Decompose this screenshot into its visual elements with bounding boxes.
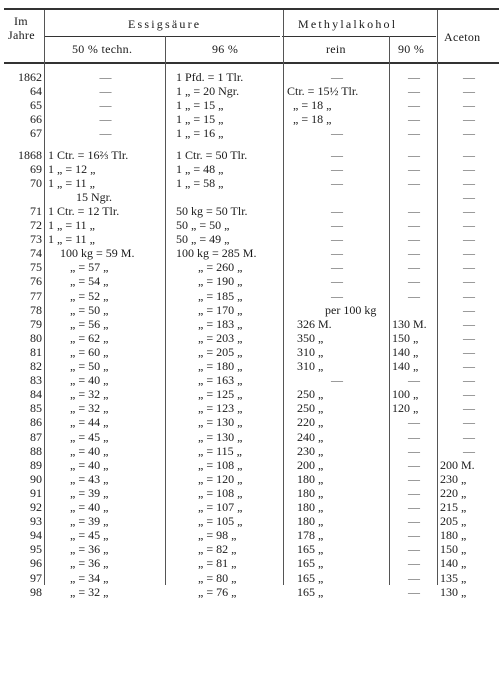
cell-a: „ = 45 „	[70, 429, 109, 444]
cell-b: „ = 125 „	[198, 387, 243, 402]
cell-y: 97	[30, 570, 42, 585]
cell-b: 50 „ = 49 „	[176, 232, 230, 247]
cell-c: „ = 18 „	[293, 98, 332, 113]
cell-e: —	[463, 189, 475, 204]
cell-a: „ = 60 „	[70, 344, 109, 359]
cell-c: —	[331, 218, 343, 232]
cell-y: 93	[30, 514, 42, 529]
cell-c: 230 „	[297, 443, 324, 458]
cell-a: „ = 32 „	[70, 401, 109, 416]
cell-e: —	[463, 147, 475, 162]
cell-a: „ = 32 „	[70, 584, 109, 599]
cell-c: —	[331, 260, 343, 275]
cell-e: —	[463, 260, 475, 275]
cell-d: 100 „	[392, 387, 419, 402]
col-divider-3	[283, 10, 284, 585]
cell-d: 150 „	[392, 330, 419, 345]
cell-y: 88	[30, 443, 42, 458]
col-divider-1	[44, 10, 45, 585]
methyl-group-rule	[282, 36, 436, 37]
cell-e: —	[463, 401, 475, 416]
top-rule	[4, 8, 499, 10]
col-divider-5	[437, 10, 438, 585]
cell-d: —	[408, 514, 420, 529]
cell-y: 86	[30, 415, 42, 430]
cell-c: —	[331, 288, 343, 303]
cell-y: 76	[30, 274, 42, 289]
cell-e: —	[463, 70, 475, 84]
cell-d: —	[408, 288, 420, 303]
header-rule	[4, 62, 499, 64]
cell-b: 1 Ctr. = 50 Tlr.	[176, 147, 248, 162]
cell-c: 180 „	[297, 485, 324, 500]
cell-a: „ = 52 „	[70, 288, 109, 303]
cell-a: „ = 40 „	[70, 443, 109, 458]
cell-a: 1 Ctr. = 16⅔ Tlr.	[48, 147, 129, 162]
cell-a: „ = 39 „	[70, 514, 109, 529]
cell-y: 90	[30, 471, 42, 486]
cell-c: —	[331, 232, 343, 247]
cell-b: „ = 76 „	[198, 584, 237, 599]
cell-c: —	[331, 161, 343, 176]
cell-e: —	[463, 112, 475, 127]
cell-c: —	[331, 175, 343, 190]
cell-b: „ = 180 „	[198, 359, 243, 373]
cell-c: 165 „	[297, 556, 324, 571]
header-methyl-90: 90 %	[398, 42, 425, 56]
cell-c: —	[331, 373, 343, 388]
cell-a: 100 kg = 59 M.	[60, 246, 135, 261]
cell-y: 78	[30, 302, 42, 317]
cell-a: „ = 62 „	[70, 330, 109, 345]
cell-y: 83	[30, 373, 42, 388]
cell-b: „ = 205 „	[198, 344, 243, 359]
cell-a: „ = 36 „	[70, 542, 109, 557]
cell-d: —	[408, 260, 420, 275]
cell-b: 100 kg = 285 M.	[176, 246, 257, 261]
cell-b: „ = 130 „	[198, 415, 243, 430]
header-essigsaeure: Essigsäure	[128, 17, 202, 31]
cell-y: 95	[30, 542, 42, 557]
cell-y: 75	[30, 260, 42, 275]
cell-d: —	[408, 203, 420, 218]
cell-y: 79	[30, 316, 42, 331]
cell-d: —	[408, 415, 420, 430]
cell-c: 165 „	[297, 584, 324, 599]
cell-b: „ = 107 „	[198, 500, 243, 514]
cell-a: 1 „ = 11 „	[48, 175, 95, 190]
cell-d: 140 „	[392, 359, 419, 373]
cell-a: —	[99, 84, 112, 99]
cell-d: —	[408, 84, 420, 99]
cell-b: 1 „ = 48 „	[176, 161, 224, 176]
cell-a: „ = 43 „	[70, 471, 109, 486]
cell-a: —	[99, 112, 112, 127]
cell-c: —	[331, 274, 343, 289]
cell-y: 91	[30, 485, 42, 500]
header-essig-50: 50 % techn.	[72, 42, 133, 56]
cell-a: 1 „ = 12 „	[48, 161, 96, 176]
cell-d: —	[408, 70, 420, 84]
cell-b: „ = 120 „	[198, 471, 243, 486]
cell-y: 1862	[18, 70, 42, 84]
cell-d: —	[408, 528, 420, 543]
cell-e: 205 „	[440, 514, 467, 529]
cell-e: —	[463, 443, 475, 458]
cell-d: —	[408, 232, 420, 247]
cell-y: 65	[30, 98, 42, 113]
cell-b: 50 kg = 50 Tlr.	[176, 203, 248, 218]
cell-c: Ctr. = 15½ Tlr.	[287, 84, 359, 99]
cell-e: —	[463, 218, 475, 232]
cell-b: 1 „ = 15 „	[176, 112, 224, 127]
cell-y: 96	[30, 556, 42, 571]
cell-d: —	[408, 429, 420, 444]
header-aceton: Aceton	[444, 30, 481, 44]
cell-b: „ = 183 „	[198, 316, 243, 331]
cell-e: —	[463, 203, 475, 218]
cell-e: 215 „	[440, 500, 467, 514]
cell-c: —	[331, 246, 343, 261]
cell-c: 165 „	[297, 570, 324, 585]
cell-a: „ = 40 „	[70, 373, 109, 388]
cell-e: 200 M.	[440, 457, 475, 472]
cell-e: —	[463, 330, 475, 345]
cell-b: „ = 163 „	[198, 373, 243, 388]
cell-a: „ = 40 „	[70, 500, 109, 514]
cell-c: 200 „	[297, 457, 324, 472]
cell-b: „ = 82 „	[198, 542, 237, 557]
cell-y: 64	[30, 84, 42, 99]
cell-b: „ = 170 „	[198, 302, 243, 317]
cell-a: 1 Ctr. = 12 Tlr.	[48, 203, 120, 218]
cell-d: 130 M.	[392, 316, 427, 331]
cell-d: —	[408, 98, 420, 113]
cell-c: 178 „	[297, 528, 324, 543]
cell-e: —	[463, 302, 475, 317]
cell-d: —	[408, 175, 420, 190]
cell-b: „ = 108 „	[198, 457, 243, 472]
cell-y: 98	[30, 584, 42, 599]
cell-y: 85	[30, 401, 42, 416]
cell-d: —	[408, 274, 420, 289]
cell-e: —	[463, 359, 475, 373]
cell-b: 1 „ = 20 Ngr.	[176, 84, 240, 99]
cell-b: „ = 203 „	[198, 330, 243, 345]
cell-e: —	[463, 316, 475, 331]
cell-b: „ = 108 „	[198, 485, 243, 500]
cell-b: 1 „ = 15 „	[176, 98, 224, 113]
cell-e: —	[463, 415, 475, 430]
cell-c: —	[331, 147, 343, 162]
cell-b: 50 „ = 50 „	[176, 218, 230, 232]
cell-a: „ = 44 „	[70, 415, 109, 430]
essig-group-rule	[45, 36, 280, 37]
cell-e: —	[463, 84, 475, 99]
cell-c: —	[331, 70, 343, 84]
cell-d: —	[408, 373, 420, 388]
cell-e: —	[463, 429, 475, 444]
cell-d: 120 „	[392, 401, 419, 416]
cell-y: 80	[30, 330, 42, 345]
cell-b: „ = 115 „	[198, 443, 242, 458]
cell-c: —	[331, 126, 343, 141]
cell-c: 310 „	[297, 344, 324, 359]
cell-c: 250 „	[297, 401, 324, 416]
cell-e: —	[463, 161, 475, 176]
cell-e: 180 „	[440, 528, 467, 543]
cell-a: „ = 32 „	[70, 387, 109, 402]
cell-d: —	[408, 500, 420, 514]
cell-c: 220 „	[297, 415, 324, 430]
cell-d: —	[408, 443, 420, 458]
cell-c: 250 „	[297, 387, 324, 402]
cell-y: 92	[30, 500, 42, 514]
cell-c: „ = 18 „	[293, 112, 332, 127]
cell-c: 240 „	[297, 429, 324, 444]
cell-y: 1868	[18, 147, 42, 162]
cell-a: „ = 57 „	[70, 260, 109, 275]
header-essig-96: 96 %	[212, 42, 239, 56]
cell-d: —	[408, 570, 420, 585]
cell-a: „ = 45 „	[70, 528, 109, 543]
col-divider-4	[389, 36, 390, 585]
cell-c: —	[331, 203, 343, 218]
cell-d: —	[408, 126, 420, 141]
cell-y: 84	[30, 387, 42, 402]
cell-y: 82	[30, 359, 42, 373]
cell-c: 180 „	[297, 500, 324, 514]
cell-d: —	[408, 161, 420, 176]
cell-c: 180 „	[297, 514, 324, 529]
cell-e: —	[463, 387, 475, 402]
cell-b: 1 Pfd. = 1 Tlr.	[176, 70, 244, 84]
header-im: Im	[14, 14, 28, 28]
cell-a: „ = 50 „	[70, 359, 109, 373]
cell-c: 326 M.	[297, 316, 332, 331]
cell-d: —	[408, 218, 420, 232]
cell-e: —	[463, 344, 475, 359]
cell-a: 1 „ = 11 „	[48, 218, 95, 232]
cell-d: 140 „	[392, 344, 419, 359]
cell-c: per 100 kg	[325, 302, 377, 317]
cell-y: 87	[30, 429, 42, 444]
cell-a: —	[99, 126, 112, 141]
cell-y: 73	[30, 232, 42, 247]
cell-y: 67	[30, 126, 42, 141]
cell-c: 165 „	[297, 542, 324, 557]
cell-b: „ = 260 „	[198, 260, 243, 275]
cell-b: „ = 81 „	[198, 556, 237, 571]
cell-y: 66	[30, 112, 42, 127]
cell-d: —	[408, 246, 420, 261]
cell-a: „ = 34 „	[70, 570, 109, 585]
header-methyl-rein: rein	[326, 42, 346, 56]
cell-e: 220 „	[440, 485, 467, 500]
cell-e: —	[463, 232, 475, 247]
cell-e: —	[463, 373, 475, 388]
cell-b: „ = 98 „	[198, 528, 237, 543]
header-methylalkohol: Methylalkohol	[298, 17, 398, 31]
cell-y: 72	[30, 218, 42, 232]
cell-b: 1 „ = 58 „	[176, 175, 224, 190]
cell-d: —	[408, 471, 420, 486]
cell-b: 1 „ = 16 „	[176, 126, 224, 141]
cell-c: 310 „	[297, 359, 324, 373]
cell-e: —	[463, 126, 475, 141]
cell-e: 135 „	[440, 570, 467, 585]
cell-y: 70	[30, 175, 42, 190]
cell-e: 130 „	[440, 584, 467, 599]
cell-a: „ = 54 „	[70, 274, 109, 289]
cell-d: —	[408, 542, 420, 557]
cell-b: „ = 130 „	[198, 429, 243, 444]
cell-b: „ = 185 „	[198, 288, 243, 303]
cell-y: 77	[30, 288, 42, 303]
cell-y: 74	[30, 246, 42, 261]
cell-a: „ = 36 „	[70, 556, 109, 571]
cell-a: 1 „ = 11 „	[48, 232, 95, 247]
cell-d: —	[408, 556, 420, 571]
cell-e: —	[463, 274, 475, 289]
cell-y: 71	[30, 203, 42, 218]
cell-a: 15 Ngr.	[76, 189, 112, 204]
cell-c: 180 „	[297, 471, 324, 486]
cell-y: 94	[30, 528, 42, 543]
cell-d: —	[408, 112, 420, 127]
cell-a: „ = 50 „	[70, 302, 109, 317]
cell-d: —	[408, 485, 420, 500]
cell-y: 81	[30, 344, 42, 359]
cell-a: „ = 56 „	[70, 316, 109, 331]
cell-d: —	[408, 457, 420, 472]
cell-b: „ = 80 „	[198, 570, 237, 585]
cell-b: „ = 190 „	[198, 274, 243, 289]
cell-e: —	[463, 288, 475, 303]
cell-e: —	[463, 175, 475, 190]
cell-d: —	[408, 584, 420, 599]
cell-b: „ = 105 „	[198, 514, 243, 529]
cell-e: 140 „	[440, 556, 467, 571]
cell-b: „ = 123 „	[198, 401, 243, 416]
header-jahre: Jahre	[8, 28, 35, 42]
cell-e: —	[463, 246, 475, 261]
cell-c: 350 „	[297, 330, 324, 345]
col-divider-2	[165, 36, 166, 585]
cell-y: 69	[30, 161, 42, 176]
cell-e: 230 „	[440, 471, 467, 486]
cell-a: „ = 40 „	[70, 457, 109, 472]
cell-d: —	[408, 147, 420, 162]
cell-a: —	[99, 98, 112, 113]
cell-a: —	[99, 70, 112, 84]
cell-e: —	[463, 98, 475, 113]
cell-e: 150 „	[440, 542, 467, 557]
cell-a: „ = 39 „	[70, 485, 109, 500]
cell-y: 89	[30, 457, 42, 472]
